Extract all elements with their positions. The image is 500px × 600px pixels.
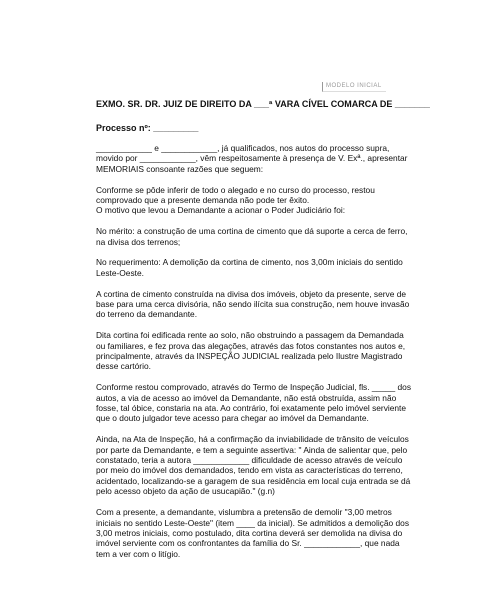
paragraph-inspection-term: Conforme restou comprovado, através do Termo de Inspeção Judicial, fls. _____ dos autos, a via de acesso ao imóvel da Demandante, não está obstruída, assim não fosse, tal óbice, constaria na ata. Ao contrário, foi exatamente pelo imóvel serviente que o douto julgador teve acesso para chegar ao imóvel da Demandante. (96, 382, 412, 424)
process-number: Processo nº: _________ (96, 123, 199, 133)
paragraph-motive: O motivo que levou a Demandante a acionar o Poder Judiciário foi: (96, 205, 346, 216)
paragraph-merit: No mérito: a construção de uma cortina de cimento que dá suporte a cerca de ferro, na divisa dos terrenos; (96, 226, 408, 247)
document-body (96, 143, 414, 570)
paragraph-demolition: Com a presente, a demandante, vislumbra a pretensão de demolir "3,00 metros iniciais no sentido Leste-Oeste" (item ____ da inicial). Se admitidos a demolição dos 3,00 metros iniciais, como postulado, dita cortina deverá ser demolida na divisa do imóvel serviente com os confrontantes da família do Sr. ____________, que nada tem a ver com o litígio. (96, 507, 410, 559)
corner-tag: MODELO INICIAL (322, 82, 386, 92)
paragraph-intro: ____________ e ____________, já qualificados, nos autos do processo supra, movido por ____________, vêm respeitosamente à presença de V. Exª., apresentar MEMORIAIS consoante razões que seguem: (96, 143, 408, 174)
paragraph-wall-description: A cortina de cimento construída na divisa dos imóveis, objeto da presente, serve de base para uma cerca divisória, não sendo ilícita sua construção, nem houve invasão do terreno da demandante. (96, 288, 410, 320)
document-title: EXMO. SR. DR. JUIZ DE DIREITO DA ___ª VARA CÍVEL COMARCA DE _______ (96, 99, 430, 109)
paragraph-request: No requerimento: A demolição da cortina de cimento, nos 3,00m iniciais do sentido Leste-Oeste. (96, 257, 403, 278)
paragraph-inspection-minutes: Ainda, na Ata de Inspeção, há a confirmação da inviabilidade de trânsito de veículos por parte da Demandante, e tem a seguinte assertiva: " Ainda de salientar que, pelo constatado, teria a autora ____________ dificuldade de acesso através de veículo por meio do imóvel dos demandados, tendo em vista as características do terreno, acidentado, localizando-se a garagem de sua residência em local cuja entrada se dá pelo acesso objeto da ação de usucapião." (g.n) (96, 434, 411, 497)
paragraph-conclusion: Conforme se pôde inferir de todo o alegado e no curso do processo, restou comprovado que a presente demanda não pode ter êxito. (96, 184, 375, 206)
paragraph-wall-evidence: Dita cortina foi edificada rente ao solo, não obstruindo a passagem da Demandada ou familiares, e fez prova das alegações, através das fotos constantes nos autos e, principalmente, através da INSPEÇÃO JUDICIAL realizada pelo Ilustre Magistrado desse cartório. (96, 330, 406, 372)
